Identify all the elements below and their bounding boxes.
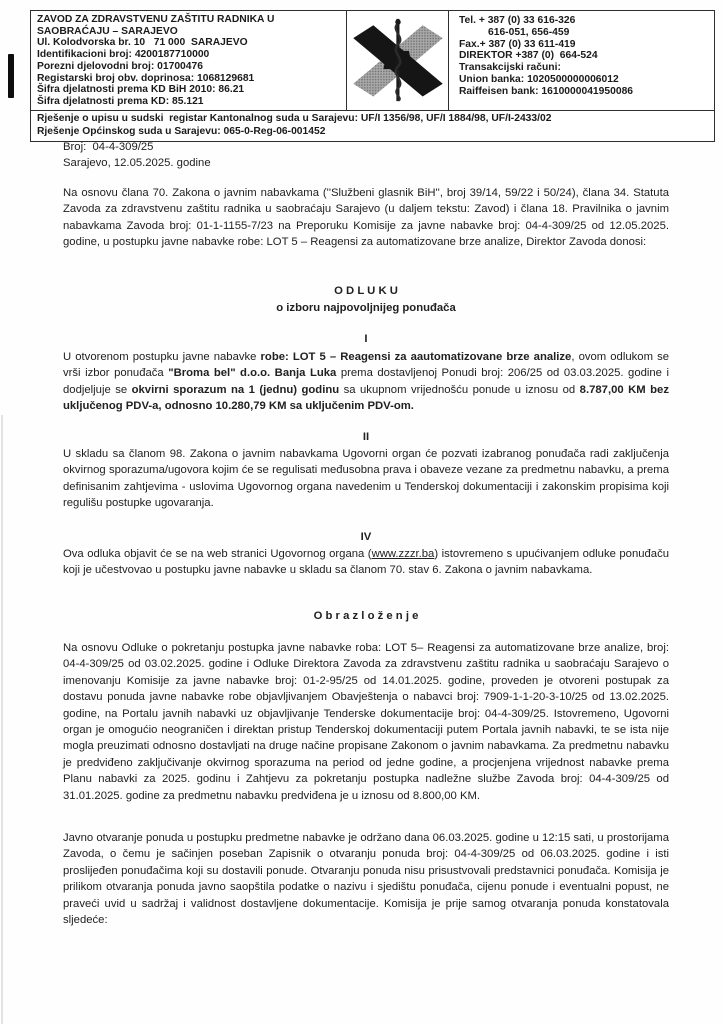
decision-title: O D L U K U [334,285,398,297]
decision-subtitle: o izboru najpovoljnijeg ponuđača [276,302,456,314]
intro-paragraph: Na osnovu člana 70. Zakona o javnim nabavkama (''Službeni glasnik BiH'', broj 39/14, 59/22 i 50/24), člana 34. Statuta Zavoda za zdravstvenu zaštitu radnika u saobraćaju Sarajevo (u daljem tekstu: Zavod) i člana 18. Pravilnika o javnim nabavkama Zavoda broj: 01-1-1155-7/23 na Preporuku Komisije za javne nabavke broj: 04-4-309/25 od 12.05.2025. godine, u postupku javne nabavke robe: LOT 5 – Reagensi za automatizovane brze analize, Direktor Zavoda donosi: [63,187,669,249]
letterhead-top-row [31,11,714,110]
registry-block: Rješenje o upisu u sudski registar Kantonalnog suda u Sarajevu: UF/I 1356/98, UF/I 1884/98, UF/I-2433/02 Rješenje Općinskog suda u Sarajevu: 065-0-Reg-06-001452 [31,110,714,141]
letterhead [30,10,715,142]
scan-edge-line [1,415,3,1024]
section-4-body: Ova odluka objavit će se na web stranici Ugovornog organa (www.zzzr.ba) istovremeno s upućivanjem odluke ponuđaču koji je učestvovao u postupku javne nabavke u skladu sa članom 70. stav 6. Zakona o javnim nabavkama. [63,548,670,577]
document-number-date: Broj: 04-4-309/25 Sarajevo, 12.05.2025. godine [63,141,211,170]
contact-block: Tel. + 387 (0) 33 616-326 616-051, 656-459 Fax.+ 387 (0) 33 611-419 DIREKTOR +387 (0) 664-524 Transakcijski računi: Union banka: 1020500000006012 Raiffeisen bank: 1610000041950086 [459,15,634,97]
section-1-body: U otvorenom postupku javne nabavke robe: LOT 5 – Reagensi za aautomatizovane brze analize, ovom odlukom se vrši izbor ponuđača "Broma bel" d.o.o. Banja Luka prema dostavljenoj Ponudi broj: 206/25 od 03.03.2025. godine i dodjeljuje se okvirni sporazum na 1 (jednu) godinu sa ukupnom vrijednošću ponude u iznosu od 8.787,00 KM bez uključenog PDV-a, odnosno 10.280,79 KM sa uključenim PDV-om. [63,351,669,413]
section-4-label: IV [360,531,372,543]
rationale-paragraph-2: Javno otvaranje ponuda u postupku predmetne nabavke je održano dana 06.03.2025. godine u 12:15 sati, u prostorijama Zavoda, o čemu je sačinjen poseban Zapisnik o otvaranju ponuda broj: 04-4-309/25 od 06.03.2025. godine i isti proslijeđen ponuđačima koji su dostavili ponude. Otvaranju ponuda nisu prisustvovali predstavnici ponuđača. Komisija je prilikom otvaranja ponuda javno saopštila podatke o nazivu i sjedištu ponuđača, cijenu ponude i eventualni popust, ne praveći uvid u sadržaj i validnost dostavljene dokumentacije. Komisija je prije samog otvaranja ponuda konstatovala sljedeće: [63,832,669,927]
section-1-label: I [364,333,368,345]
star-of-life-caduceus-icon [347,11,449,110]
organization-name: ZAVOD ZA ZDRAVSTVENU ZAŠTITU RADNIKA U SAOBRAĆAJU – SARAJEVO [37,14,278,37]
scan-artifact-bar [8,54,14,98]
section-2-label: II [362,431,370,443]
organization-block [31,11,347,110]
rationale-heading: O b r a z l o ž e n j e [313,610,419,622]
section-2-body: U skladu sa članom 98. Zakona o javnim nabavkama Ugovorni organ će pozvati izabranog ponuđača radi zaključenja okvirnog sporazuma/ugovora kojim će se regulisati međusobna prava i obaveze vezane za predmetnu nabavku, a prema definisanim zahtjevima - uslovima Ugovornog organa navedenim u Tenderskoj dokumentaciji i zakonskim propisima koji regulišu postupke ugovaranja. [63,448,669,510]
decision-title-block [63,283,669,317]
organization-details: Ul. Kolodvorska br. 10 71 000 SARAJEVO Identifikacioni broj: 4200187710000 Porezni djelovodni broj: 01700476 Registarski broj obv. doprinosa: 1068129681 Šifra djelatnosti prema KD BiH 2010: 86.21 Šifra djelatnosti prema KD: 85.121 [37,37,255,107]
rationale-paragraph-1: Na osnovu Odluke o pokretanju postupka javne nabavke roba: LOT 5– Reagensi za automatizovane brze analize, broj: 04-4-309/25 od 03.02.2025. godine i Odluke Direktora Zavoda za zdravstvenu zaštitu radnika u saobraćaju Sarajevo o imenovanju Komisije za javne nabavke broj: 01-2-95/25 od 14.01.2025. godine, proveden je otvoreni postupak za dostavu ponuda javne nabavke robe objavljivanjem Obavještenja o nabavci broj: 7909-1-1-20-3-10/25 od 13.02.2025. godine, na Portalu javnih nabavki uz objavljivanje Tenderske dokumentacije broj: 04-4-309/25. Istovremeno, Ugovorni organ je omogućio neograničen i direktan pristup Tenderskoj dokumentaciji putem Portala javnih nabavki, te se ista nije mogla preuzimati odnosno dostavljati na druge načine propisane Zakonom o javnim nabavkama. Za predmetnu nabavku je predviđeno zaključivanje okvirnog sporazuma na period od jedne godine, a procjenjena vrijednost nabavke prema Planu nabavki za 2025. godinu i Zahtjevu za pokretanju postupka nadležne službe Zavoda broj: 04-4-309/25 od 31.01.2025. godine za predmetnu nabavku predviđena je u iznosu od 8.800,00 KM. [63,642,669,802]
